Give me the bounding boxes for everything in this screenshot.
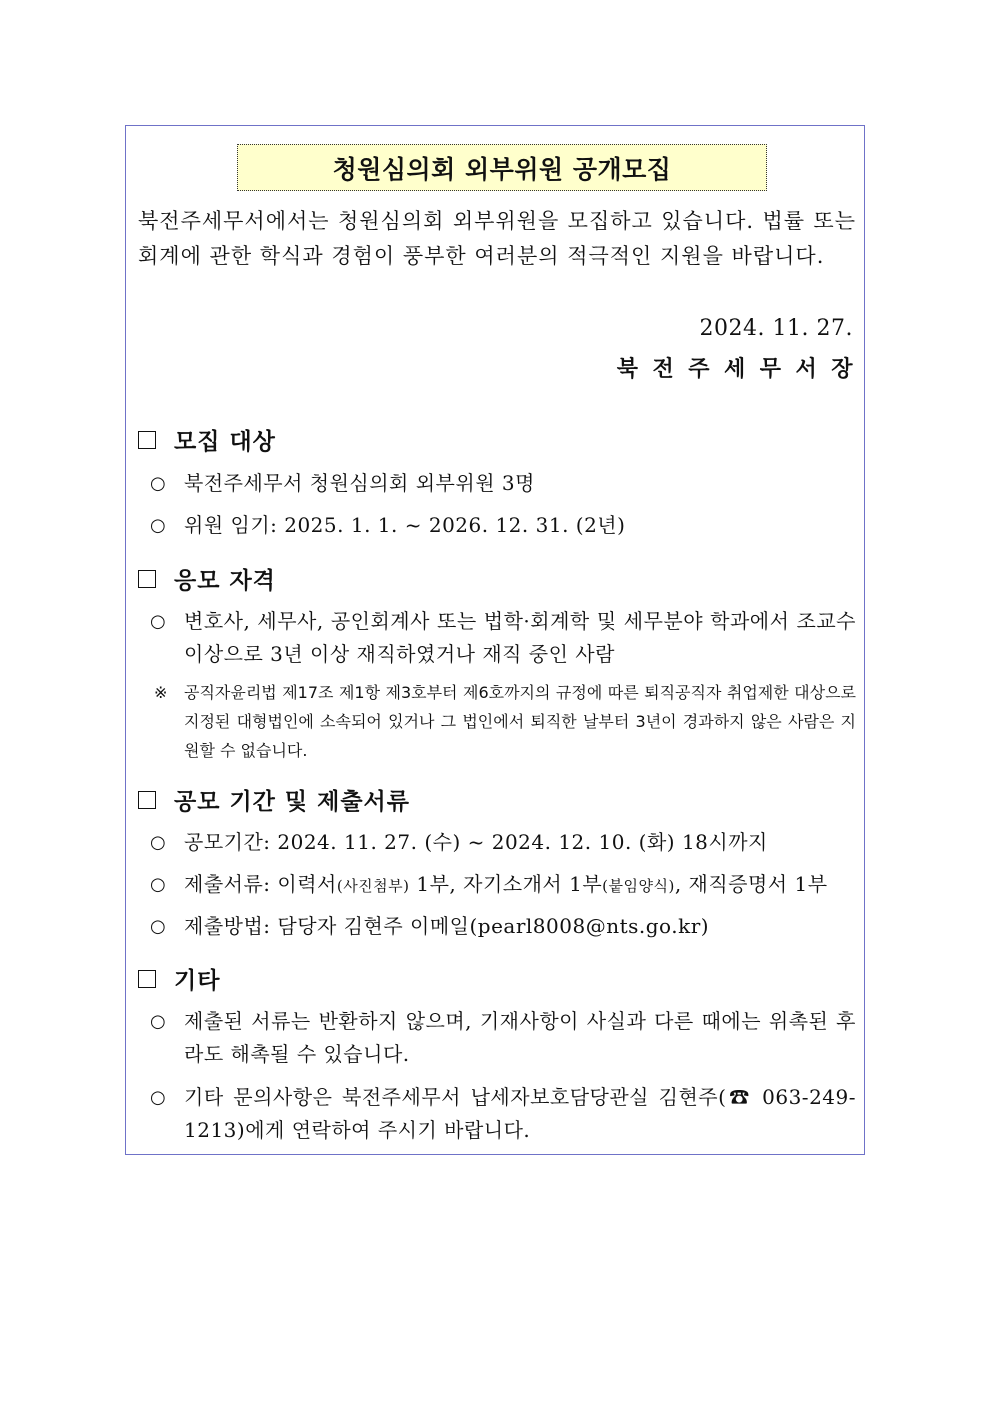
notice-title: 청원심의회 외부위원 공개모집	[237, 144, 767, 191]
list-item: ○ 제출서류: 이력서(사진첨부) 1부, 자기소개서 1부(붙임양식), 재직증명서 1부	[150, 868, 856, 903]
section-heading-qualification: 응모 자격	[138, 562, 276, 595]
circle-bullet-icon: ○	[150, 1087, 167, 1108]
section-heading-period-documents: 공모 기간 및 제출서류	[138, 783, 410, 816]
list-item: ○ 공모기간: 2024. 11. 27. (수) ~ 2024. 12. 10. (화) 18시까지	[150, 826, 856, 859]
list-item: ○ 제출방법: 담당자 김현주 이메일(pearl8008@nts.go.kr)	[150, 910, 856, 943]
list-item: ○ 제출된 서류는 반환하지 않으며, 기재사항이 사실과 다른 때에는 위촉된 후라도 해촉될 수 있습니다.	[150, 1005, 856, 1071]
list-item: ○ 변호사, 세무사, 공인회계사 또는 법학·회계학 및 세무분야 학과에서 조교수 이상으로 3년 이상 재직하였거나 재직 중인 사람	[150, 605, 856, 671]
circle-bullet-icon: ○	[150, 473, 167, 494]
notice-date: 2024. 11. 27.	[699, 316, 853, 341]
intro-paragraph: 북전주세무서에서는 청원심의회 외부위원을 모집하고 있습니다. 법률 또는 회계에 관한 학식과 경험이 풍부한 여러분의 적극적인 지원을 바랍니다.	[138, 209, 856, 268]
circle-bullet-icon: ○	[150, 515, 167, 536]
circle-bullet-icon: ○	[150, 874, 167, 895]
square-bullet-icon	[138, 431, 156, 449]
list-item: ○ 위원 임기: 2025. 1. 1. ~ 2026. 12. 31. (2년)	[150, 509, 856, 542]
square-bullet-icon	[138, 570, 156, 588]
circle-bullet-icon: ○	[150, 1011, 167, 1032]
reference-mark-icon: ※	[154, 683, 168, 702]
circle-bullet-icon: ○	[150, 611, 167, 632]
circle-bullet-icon: ○	[150, 916, 167, 937]
section-heading-other: 기타	[138, 962, 220, 995]
notice-frame	[125, 125, 865, 1155]
list-item: ○ 기타 문의사항은 북전주세무서 납세자보호담당관실 김현주(☎ 063-249-1213)에게 연락하여 주시기 바랍니다.	[150, 1081, 856, 1147]
list-item: ○ 북전주세무서 청원심의회 외부위원 3명	[150, 467, 856, 500]
square-bullet-icon	[138, 970, 156, 988]
section-heading-recruitment: 모집 대상	[138, 423, 276, 456]
circle-bullet-icon: ○	[150, 832, 167, 853]
qualification-note: ※ 공직자윤리법 제17조 제1항 제3호부터 제6호까지의 규정에 따른 퇴직공직자 취업제한 대상으로 지정된 대형법인에 소속되어 있거나 그 법인에서 퇴직한 날부터 3년이 경과하지 않은 사람은 지원할 수 없습니다.	[154, 678, 856, 765]
square-bullet-icon	[138, 791, 156, 809]
issuing-office: 북전주세무서장	[616, 356, 867, 382]
